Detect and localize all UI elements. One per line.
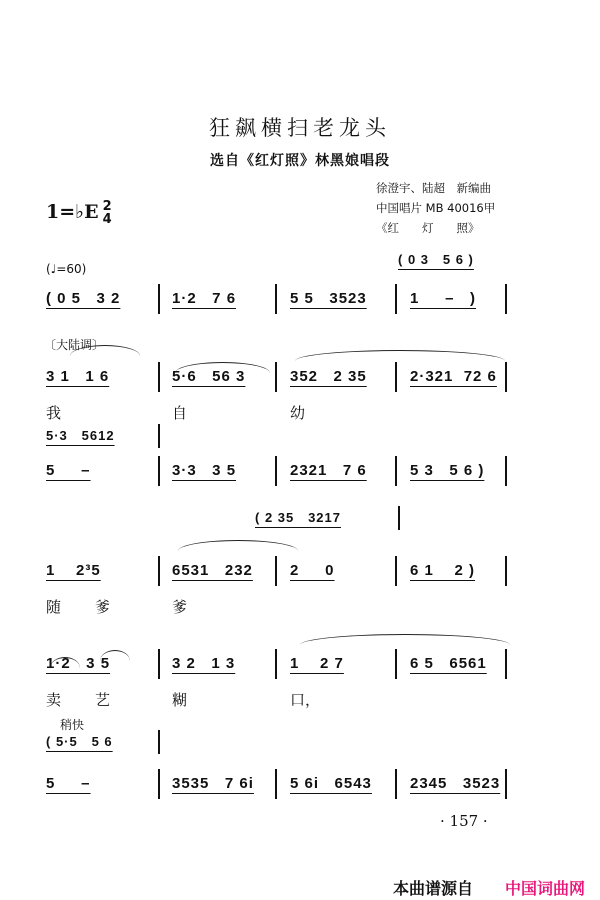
slur-mark (100, 650, 130, 661)
measure-notes: 352 2 35 (290, 368, 367, 385)
barline (395, 769, 397, 799)
time-top: 2 (102, 199, 112, 214)
barline (275, 362, 277, 392)
measure-notes: 5 5 3523 (290, 290, 367, 307)
measure-notes: 5 6i 6543 (290, 775, 372, 792)
measure-notes: 2345 3523 (410, 775, 501, 792)
measure-notes: 6531 232 (172, 562, 253, 579)
measure-notes: 3 1 1 6 (46, 368, 110, 385)
barline (275, 649, 277, 679)
barline (398, 506, 400, 530)
measure-notes: 5 3 5 6 ) (410, 462, 485, 479)
credit-arrangers: 徐澄宇、陆超 新编曲 (376, 181, 491, 195)
slur-mark (300, 634, 510, 645)
measure-notes: 2·321 72 6 (410, 368, 497, 385)
barline (395, 556, 397, 586)
measure-notes: ( 0 5 3 2 (46, 290, 121, 307)
measure-notes: 3·3 3 5 (172, 462, 237, 479)
barline (505, 649, 507, 679)
measure-notes: 5 – (46, 775, 91, 792)
barline (158, 362, 160, 392)
measure-notes: 2 0 (290, 562, 335, 579)
lyric-syllable: 艺 (95, 691, 111, 709)
barline (505, 284, 507, 314)
measure-notes: 1 – ) (410, 290, 477, 307)
slur-mark (295, 350, 505, 361)
barline (395, 284, 397, 314)
barline (505, 769, 507, 799)
measure-notes: 1 2 7 (290, 655, 344, 672)
slur-mark (175, 362, 270, 373)
lyric-syllable: 口， (290, 691, 321, 709)
song-title: 狂飙横扫老龙头 (209, 116, 391, 140)
footer-source-label: 本曲谱源自 (393, 879, 474, 898)
barline (275, 769, 277, 799)
lyric-syllable: 爹 (95, 598, 111, 616)
measure-notes: 6 5 6561 (410, 655, 487, 672)
footer-site-name: 中国词曲网 (505, 879, 586, 898)
time-signature (103, 200, 112, 226)
lyric-syllable: 我 (46, 404, 62, 422)
barline (158, 456, 160, 486)
measure-notes: 1·2 7 6 (172, 290, 237, 307)
barline (275, 284, 277, 314)
measure-notes: 6 1 2 ) (410, 562, 476, 579)
credit-source: 《红 灯 照》 (376, 221, 480, 235)
barline (158, 424, 160, 448)
barline (505, 456, 507, 486)
measure-notes: 3535 7 6i (172, 775, 254, 792)
barline (275, 556, 277, 586)
measure-notes: 5 – (46, 462, 91, 479)
lyric-syllable: 爹 (172, 598, 188, 616)
song-subtitle: 选自《红灯照》林黑娘唱段 (210, 153, 390, 169)
barline (275, 456, 277, 486)
barline (395, 362, 397, 392)
lyric-syllable: 自 (172, 404, 188, 422)
key-signature (46, 200, 112, 226)
lyric-syllable: 糊 (172, 691, 188, 709)
measure-notes: 1 2³5 (46, 562, 101, 579)
lyric-syllable: 随 (46, 598, 62, 616)
lyric-syllable: 幼 (290, 404, 306, 422)
tempo-faster-label: 稍快 (60, 718, 85, 732)
barline (158, 556, 160, 586)
time-bottom: 4 (102, 212, 112, 227)
instrumental-notes: ( 0 3 5 6 ) (398, 252, 474, 267)
credit-record: 中国唱片 MB 40016甲 (376, 201, 496, 215)
instrumental-notes: ( 2 35 3217 (255, 510, 341, 525)
lyric-syllable: 卖 (46, 691, 62, 709)
barline (158, 649, 160, 679)
measure-notes: 2321 7 6 (290, 462, 367, 479)
measure-notes: 3 2 1 3 (172, 655, 236, 672)
barline (505, 556, 507, 586)
barline (395, 649, 397, 679)
slur-mark (178, 540, 298, 551)
key-label: 1=♭E (46, 201, 99, 223)
mode-label: 〔大陆调〕 (44, 338, 105, 352)
barline (158, 769, 160, 799)
page-number: · 157 · (440, 812, 488, 830)
instrumental-notes: ( 5·5 5 6 (46, 734, 113, 749)
tempo-marking: (♩=60) (46, 262, 87, 276)
measure-notes: 5·6 56 3 (172, 368, 246, 385)
barline (158, 284, 160, 314)
measure-notes: 1·2 3 5 (46, 655, 111, 672)
barline (395, 456, 397, 486)
barline (505, 362, 507, 392)
instrumental-notes: 5·3 5612 (46, 428, 115, 443)
barline (158, 730, 160, 754)
